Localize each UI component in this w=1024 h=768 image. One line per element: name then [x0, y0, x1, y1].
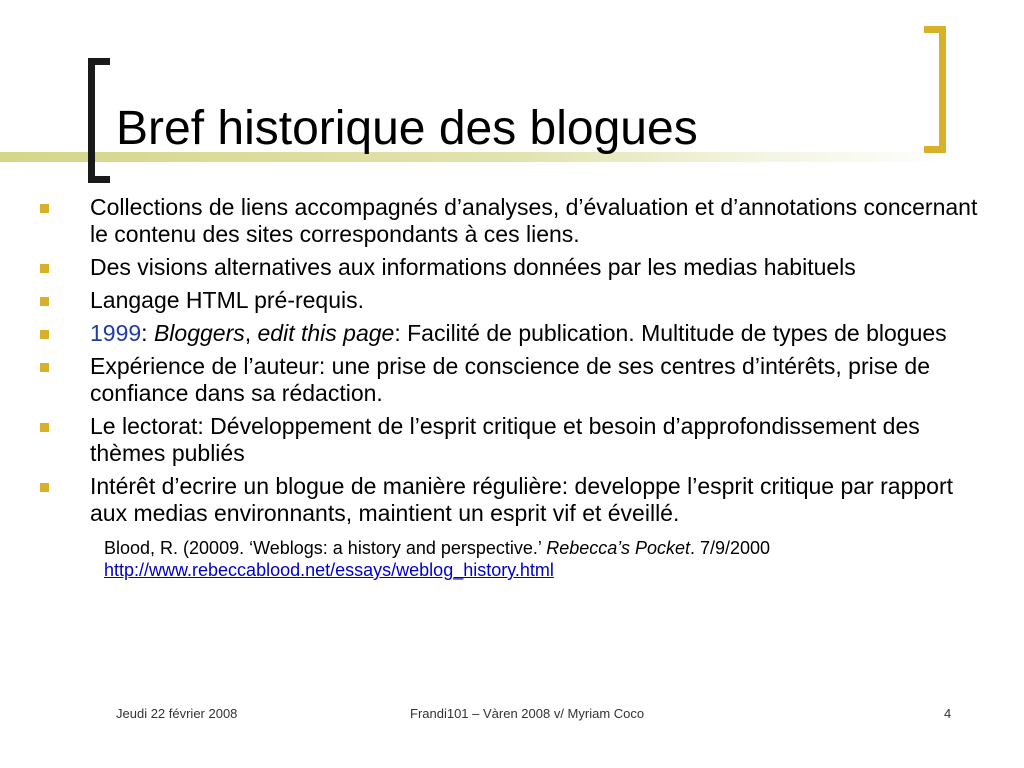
bullet-text: Collections de liens accompagnés d’analyses, d’évaluation et d’annotations concernant le contenu des sites correspondants à ces liens.	[90, 194, 978, 247]
bullet-item	[40, 353, 980, 407]
bullet-year: 1999	[90, 320, 142, 346]
bullet-item	[40, 194, 980, 248]
bullet-item	[40, 254, 980, 281]
bullet-square-icon	[40, 423, 49, 432]
right-bracket-decoration	[924, 26, 946, 153]
bullet-item	[40, 287, 980, 314]
bullet-square-icon	[40, 363, 49, 372]
bullet-separator: ,	[244, 320, 258, 346]
bullet-text: Expérience de l’auteur: une prise de conscience de ses centres d’intérêts, prise de confiance dans sa rédaction.	[90, 353, 930, 406]
bullet-separator: :	[141, 320, 154, 346]
left-bracket-decoration	[88, 58, 110, 183]
bullet-text: : Facilité de publication. Multitude de types de blogues	[394, 320, 947, 346]
footer-course: Frandi101 – Vàren 2008 v/ Myriam Coco	[410, 706, 645, 721]
bullet-text: Des visions alternatives aux informations données par les medias habituels	[90, 254, 856, 280]
citation-date: . 7/9/2000	[690, 538, 771, 558]
citation-text: Blood, R. (20009. ‘Weblogs: a history and perspective.’	[104, 538, 547, 558]
slide-content	[40, 194, 980, 581]
footer-page-number: 4	[944, 706, 952, 721]
bullet-list	[40, 194, 980, 527]
slide-title: Bref historique des blogues	[116, 102, 698, 155]
bullet-square-icon	[40, 297, 49, 306]
citation	[104, 537, 980, 581]
bullet-text: Langage HTML pré-requis.	[90, 287, 365, 313]
footer-date: Jeudi 22 février 2008	[116, 706, 238, 721]
bullet-item	[40, 320, 980, 347]
bullet-square-icon	[40, 204, 49, 213]
bullet-square-icon	[40, 330, 49, 339]
bullet-square-icon	[40, 483, 49, 492]
bullet-text: Le lectorat: Développement de l’esprit critique et besoin d’approfondissement des thèmes publiés	[90, 413, 920, 466]
bullet-square-icon	[40, 264, 49, 273]
bullet-item	[40, 413, 980, 467]
bullet-text: Intérêt d’ecrire un blogue de manière régulière: developpe l’esprit critique par rapport aux medias environnants, maintient un esprit vif et éveillé.	[90, 473, 953, 526]
bullet-term-bloggers: Bloggers	[153, 320, 245, 346]
slide-footer	[0, 706, 1024, 726]
citation-source: Rebecca’s Pocket	[546, 538, 690, 558]
bullet-term-edit-this-page: edit this page	[257, 320, 395, 346]
bullet-item	[40, 473, 980, 527]
citation-link[interactable]: http://www.rebeccablood.net/essays/weblog_history.html	[104, 560, 554, 580]
